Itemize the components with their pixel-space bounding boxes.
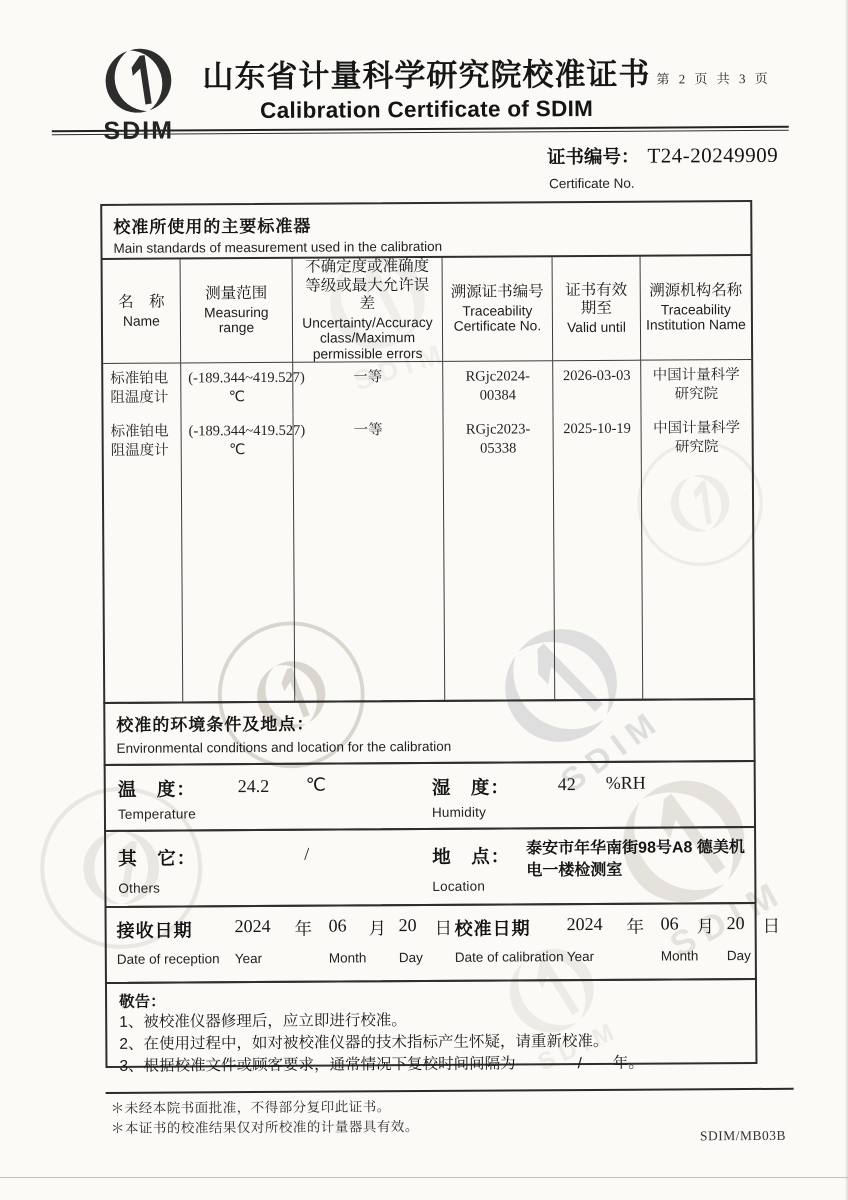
certificate-number-label-en: Certificate No. <box>549 175 635 192</box>
table-filler-cell <box>444 467 555 700</box>
day-unit: 日 <box>434 917 453 938</box>
standards-title-en: Main standards of measurement used in the calibration <box>113 238 443 256</box>
year-unit: 年 <box>626 916 645 937</box>
environment-section <box>103 698 755 766</box>
form-code: SDIM/MB03B <box>699 1127 786 1144</box>
table-cell-name: 标准铂电阻温度计 <box>104 416 182 469</box>
humidity-label: 湿 度： <box>431 776 510 798</box>
day-unit: 日 <box>762 915 781 936</box>
month-unit: 月 <box>696 916 715 937</box>
month-label-en: Month <box>328 950 367 966</box>
page-number: 第 2 页 共 3 页 <box>656 70 771 87</box>
location-label-en: Location <box>432 878 486 894</box>
table-cell-institution: 中国计量科学研究院 <box>653 420 741 456</box>
col-header-en: Traceability Institution Name <box>646 301 746 333</box>
table-cell-range: (-189.344~419.527) ℃ <box>182 416 294 470</box>
temperature-unit: ℃ <box>305 774 327 795</box>
table-filler-cell <box>294 468 445 701</box>
col-header-institution <box>641 256 752 361</box>
col-header-en: Valid until <box>567 319 626 335</box>
others-label: 其 它： <box>118 847 197 869</box>
notice-item: 2、在使用过程中，如对被校准仪器的技术指标产生怀疑，请重新校准。 <box>119 1032 609 1053</box>
table-cell-institution: 中国计量科学研究院 <box>652 367 740 403</box>
others-value: / <box>304 843 310 864</box>
humidity-unit: %RH <box>605 772 646 793</box>
day-label-en: Day <box>398 950 423 966</box>
reception-month-value: 06 <box>328 915 347 936</box>
day-label-en: Day <box>726 948 751 964</box>
certificate-title-zh: 山东省计量科学研究院校准证书 <box>202 56 651 95</box>
month-label-en: Month <box>660 948 699 964</box>
col-header-valid-until <box>553 257 642 362</box>
table-filler-cell <box>182 469 295 702</box>
col-header-zh: 溯源机构名称 <box>649 282 743 300</box>
col-header-range <box>181 259 294 364</box>
others-label-en: Others <box>118 880 161 896</box>
logo-text: SDIM <box>103 116 175 145</box>
month-unit: 月 <box>368 918 387 939</box>
col-header-en: Name <box>122 313 160 329</box>
col-header-name <box>103 259 182 363</box>
col-header-zh: 名 称 <box>117 293 165 311</box>
notice-item: 3、根据校准文件或顾客要求，通常情况下复校时间间隔为 / 年。 <box>119 1054 644 1075</box>
reception-date-group <box>117 915 465 967</box>
col-header-zh: 不确定度或准确度等级或最大允许误差 <box>305 257 430 313</box>
footnotes <box>111 1097 419 1139</box>
standards-table-caption <box>102 202 750 260</box>
table-cell-range: (-189.344~419.527) ℃ <box>181 363 293 417</box>
location-label: 地 点： <box>432 845 511 867</box>
environment-title-zh: 校准的环境条件及地点： <box>116 714 315 735</box>
year-label-en: Year <box>234 950 263 967</box>
scan-bottom-line <box>0 1177 848 1178</box>
certificate-number-value: T24-20249909 <box>647 142 779 168</box>
table-cell-grade: 一等 <box>293 362 443 416</box>
notice-title: 敬告： <box>119 993 166 1011</box>
notice-section <box>105 978 758 1075</box>
calibration-day-value: 20 <box>726 913 745 934</box>
col-header-zh: 溯源证书编号 <box>450 283 544 302</box>
col-header-zh: 证书有效期至 <box>565 281 628 318</box>
table-cell-cert-no: RGjc2024-00384 <box>443 361 553 415</box>
end-divider <box>106 1088 794 1094</box>
table-filler-cell <box>104 469 183 701</box>
certificate-title-en: Calibration Certificate of SDIM <box>260 95 594 123</box>
calibration-year-value: 2024 <box>566 913 603 935</box>
footnote: ＊未经本院书面批准，不得部分复印此证书。 <box>110 1099 391 1116</box>
temperature-value: 24.2 <box>237 775 270 797</box>
standards-title-zh: 校准所使用的主要标准器 <box>113 216 312 237</box>
reception-date-label-en: Date of reception <box>116 951 220 967</box>
table-cell-valid-until: 2025-10-19 <box>554 414 642 468</box>
footnote: ＊本证书的校准结果仅对所校准的计量器具有效。 <box>110 1119 419 1137</box>
reception-day-value: 20 <box>398 915 417 936</box>
temperature-humidity-row <box>104 760 756 832</box>
notice-item: 1、被校准仪器修理后，应立即进行校准。 <box>119 1012 407 1031</box>
table-filler-cell <box>642 466 753 699</box>
reception-date-label: 接收日期 <box>116 920 193 941</box>
table-filler-cell <box>554 467 643 700</box>
table-cell-name: 标准铂电阻温度计 <box>103 363 181 416</box>
certificate-number-line <box>547 142 778 169</box>
humidity-value: 42 <box>557 774 576 795</box>
col-header-en: Measuring range <box>204 304 269 336</box>
table-cell-cert-no: RGjc2023-05338 <box>444 414 554 468</box>
location-value: 泰安市年华南街98号A8 德美机电一楼检测室 <box>526 839 745 879</box>
humidity-label-en: Humidity <box>431 804 487 820</box>
reception-year-value: 2024 <box>234 915 271 937</box>
calibration-date-group <box>455 913 791 965</box>
certificate-number-label: 证书编号： <box>546 145 640 168</box>
table-cell-valid-until: 2026-03-03 <box>553 361 641 415</box>
others-location-row <box>104 826 756 908</box>
col-header-en: Uncertainty/Accuracy class/Maximum permissible errors <box>302 314 433 362</box>
dates-row <box>104 902 781 984</box>
calibration-date-label-en: Date of calibration <box>454 949 564 965</box>
col-header-en: Traceability Certificate No. <box>453 303 542 335</box>
temperature-label: 温 度： <box>117 778 196 800</box>
calibration-month-value: 06 <box>660 913 679 934</box>
year-unit: 年 <box>294 918 313 939</box>
sdim-logo-icon <box>95 45 181 116</box>
col-header-zh: 测量范围 <box>205 285 268 303</box>
year-label-en: Year <box>566 948 595 965</box>
temperature-label-en: Temperature <box>117 806 196 822</box>
col-header-cert-no <box>443 257 554 362</box>
standards-grid <box>103 256 754 702</box>
environment-title-en: Environmental conditions and location for the calibration <box>116 738 452 756</box>
table-cell-grade: 一等 <box>294 415 444 469</box>
calibration-date-label: 校准日期 <box>454 918 531 939</box>
standards-table <box>100 200 755 704</box>
col-header-uncertainty <box>293 258 444 363</box>
